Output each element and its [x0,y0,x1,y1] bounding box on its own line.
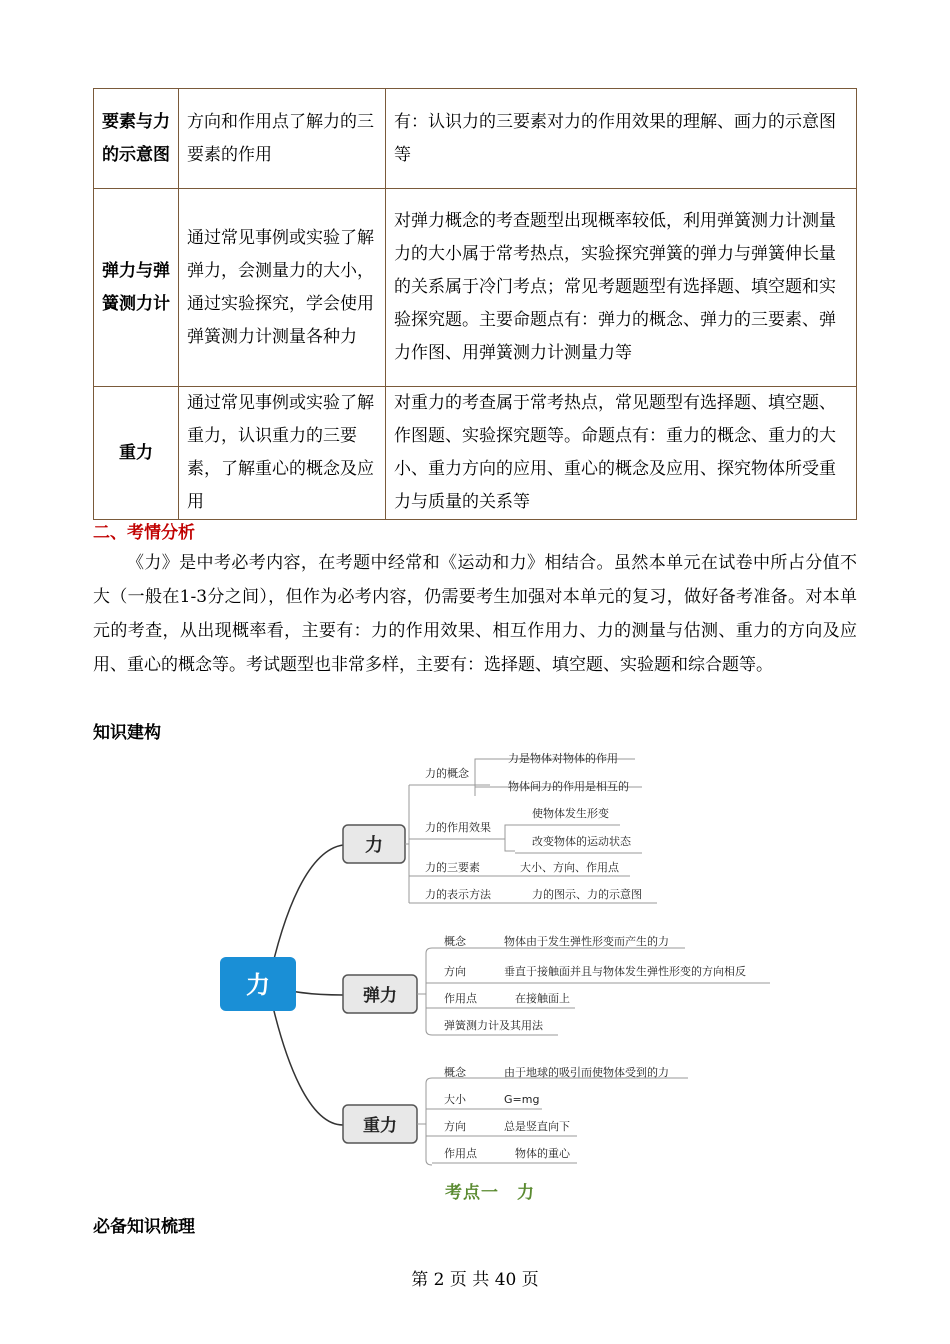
table-cell-topic: 重力 [94,387,179,520]
branch-force-label: 力 [365,835,383,856]
table-cell-requirement: 方向和作用点了解力的三要素的作用 [179,89,386,189]
force-effect-1: 使物体发生形变 [532,807,609,820]
elastic-point-value: 在接触面上 [515,992,570,1005]
gravity-direction-key: 方向 [444,1120,466,1133]
mind-map [210,745,780,1185]
force-concept: 力的概念 [425,767,469,780]
table-cell-requirement: 通过常见事例或实验了解重力，认识重力的三要素，了解重心的概念及应用 [179,387,386,520]
root-label: 力 [246,971,270,999]
gravity-magnitude-key: 大小 [444,1093,466,1106]
figure-caption: 考点一 力 [445,1183,535,1203]
gravity-concept-key: 概念 [444,1066,466,1079]
section-title: 二、考情分析 [93,523,195,543]
gravity-point-key: 作用点 [444,1147,477,1160]
page-footer: 第 2 页 共 40 页 [411,1270,539,1290]
force-three-elements: 力的三要素 [425,861,480,874]
elastic-point-key: 作用点 [444,992,477,1005]
elastic-concept-value: 物体由于发生弹性形变而产生的力 [504,935,669,948]
force-three-elements-value: 大小、方向、作用点 [520,861,619,874]
knowledge-title: 知识建构 [93,723,161,743]
force-effect-2: 改变物体的运动状态 [532,835,631,848]
branch-elastic-label: 弹力 [363,986,397,1006]
essential-title: 必备知识梳理 [93,1217,195,1237]
branch-gravity-label: 重力 [363,1116,397,1136]
force-concept-1: 力是物体对物体的作用 [508,752,618,765]
exam-table [93,88,857,520]
section-paragraph: 《力》是中考必考内容，在考题中经常和《运动和力》相结合。虽然本单元在试卷中所占分值不大（一般在1-3分之间），但作为必考内容，仍需要考生加强对本单元的复习，做好备考准备。对本单元的考查，从出现概率看，主要有：力的作用效果、相互作用力、力的测量与估测、重力的方向及应用、重心的概念等。考试题型也非常多样，主要有：选择题、填空题、实验题和综合题等。 [93,553,857,675]
table-row [94,189,857,387]
table-row [94,387,857,520]
table-cell-requirement: 通过常见事例或实验了解弹力，会测量力的大小，通过实验探究，学会使用弹簧测力计测量各种力 [179,189,386,387]
elastic-direction-value: 垂直于接触面并且与物体发生弹性形变的方向相反 [504,965,746,978]
force-representation: 力的表示方法 [425,888,491,901]
table-row [94,89,857,189]
gravity-direction-value: 总是竖直向下 [504,1120,570,1133]
table-cell-analysis: 对弹力概念的考查题型出现概率较低，利用弹簧测力计测量力的大小属于常考热点，实验探究弹簧的弹力与弹簧伸长量的关系属于冷门考点；常见考题题型有选择题、填空题和实验探究题。主要命题点有：弹力的概念、弹力的三要素、弹力作图、用弹簧测力计测量力等 [386,189,857,387]
elastic-concept-key: 概念 [444,935,466,948]
gravity-concept-value: 由于地球的吸引而使物体受到的力 [504,1066,669,1079]
force-effect: 力的作用效果 [425,821,491,834]
gravity-point-value: 物体的重心 [515,1147,570,1160]
force-concept-2: 物体间力的作用是相互的 [508,780,629,793]
gravity-magnitude-value: G=mg [504,1093,540,1106]
force-representation-value: 力的图示、力的示意图 [532,888,642,901]
table-cell-analysis: 对重力的考查属于常考热点，常见题型有选择题、填空题、作图题、实验探究题等。命题点有：重力的概念、重力的大小、重力方向的应用、重心的概念及应用、探究物体所受重力与质量的关系等 [386,387,857,520]
elastic-direction-key: 方向 [444,965,466,978]
elastic-spring-scale: 弹簧测力计及其用法 [444,1019,543,1032]
table-cell-analysis: 有：认识力的三要素对力的作用效果的理解、画力的示意图等 [386,89,857,189]
table-cell-topic: 弹力与弹簧测力计 [94,189,179,387]
table-cell-topic: 要素与力的示意图 [94,89,179,189]
